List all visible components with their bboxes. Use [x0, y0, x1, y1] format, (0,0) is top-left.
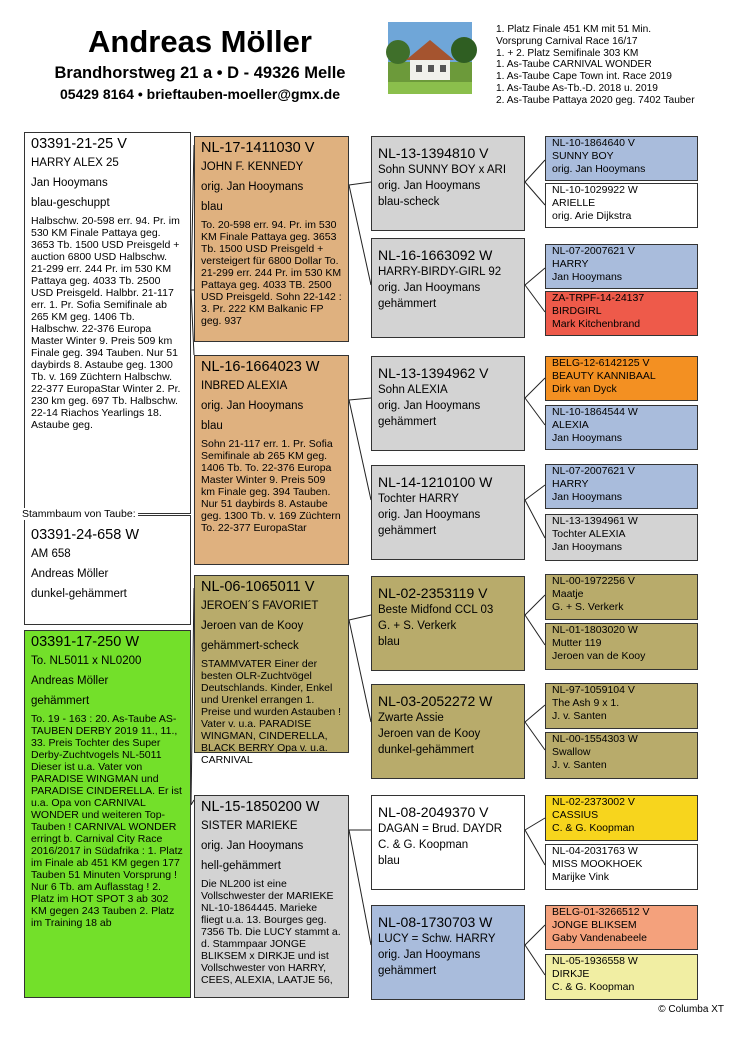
breeder: orig. Jan Hooymans	[378, 180, 481, 192]
great-grandparent-card[interactable]	[545, 954, 698, 1000]
pigeon-name: HARRY	[552, 257, 589, 270]
breeder: Jan Hooymans	[552, 432, 623, 444]
pigeon-name: MISS MOOKHOEK	[552, 857, 643, 870]
breeder: orig. Jan Hooymans	[378, 400, 481, 412]
great-grandparent-card[interactable]	[545, 464, 698, 509]
breeder: orig. Jan Hooymans	[201, 840, 304, 852]
pigeon-name: Sohn SUNNY BOY x ARI	[378, 164, 507, 176]
stamm-pigeon-card[interactable]	[24, 515, 191, 625]
plumage-color: blau	[378, 636, 400, 648]
grandparent-card[interactable]	[371, 576, 525, 671]
pigeon-name: SUNNY BOY	[552, 149, 614, 162]
grandparent-card[interactable]	[371, 684, 525, 779]
grandparent-card[interactable]	[371, 465, 525, 560]
pigeon-name: Maatje	[552, 587, 584, 600]
breeder: Jan Hooymans	[552, 541, 623, 553]
parent-card[interactable]	[194, 795, 349, 998]
pigeon-name: BEAUTY KANNIBAAL	[552, 369, 656, 382]
pigeon-name: LUCY = Schw. HARRY	[378, 933, 496, 945]
achievement-line: 1. As-Taube CARNIVAL WONDER	[496, 59, 652, 71]
breeder: orig. Arie Dijkstra	[552, 210, 632, 222]
breeder: Jeroen van de Kooy	[552, 650, 646, 662]
breeder: Dirk van Dyck	[552, 383, 617, 395]
pigeon-name: ARIELLE	[552, 196, 596, 209]
grandparent-card[interactable]	[371, 136, 525, 231]
great-grandparent-card[interactable]	[545, 574, 698, 620]
breeder: Jan Hooymans	[552, 491, 623, 503]
ring-number: NL-08-2049370 V	[378, 804, 489, 820]
pigeon-name: HARRY	[552, 477, 589, 490]
plumage-color: blau	[201, 201, 223, 213]
ring-number: NL-00-1972256 V	[552, 575, 635, 587]
breeder: G. + S. Verkerk	[552, 601, 624, 613]
ring-number: NL-17-1411030 V	[201, 140, 315, 156]
ring-number: NL-01-1803020 W	[552, 624, 638, 636]
great-grandparent-card[interactable]	[545, 356, 698, 401]
breeder-name: Andreas Möller	[88, 24, 312, 59]
pigeon-name: JEROEN´S FAVORIET	[201, 600, 319, 612]
pigeon-name: Mutter 119	[552, 636, 602, 649]
breeder: Jan Hooymans	[552, 271, 623, 283]
ring-number: 03391-17-250 W	[31, 634, 140, 650]
pigeon-name: ALEXIA	[552, 418, 589, 431]
ring-number: NL-10-1864544 W	[552, 406, 638, 418]
plumage-color: dunkel-gehämmert	[378, 744, 474, 756]
pigeon-name: DIRKJE	[552, 967, 590, 980]
plumage-color: gehämmert	[31, 695, 90, 707]
plumage-color: gehämmert	[378, 525, 437, 537]
plumage-color: gehämmert	[378, 965, 437, 977]
breeder: orig. Jan Hooymans	[552, 163, 646, 175]
ring-number: 03391-24-658 W	[31, 527, 140, 543]
subject-pigeon-card[interactable]	[24, 132, 191, 514]
ring-number: NL-13-1394962 V	[378, 365, 489, 381]
breeder: orig. Jan Hooymans	[378, 949, 481, 961]
breeder: Jeroen van de Kooy	[201, 620, 304, 632]
dam-pigeon-card[interactable]	[24, 630, 191, 998]
performance-info: To. 19 - 163 : 20. As-Taube AS-TAUBEN DERBY 2019 11., 11., 33. Preis Tochter des Super Derby-Zuchtvogels NL-5011 Dieser ist u.a. Vater von PARADISE WINGMAN und PARADISE CINDERELLA. Er ist u.a. Opa von CARNIVAL WONDER und weiteren Top-Tauben ! CARNIVAL WONDER erringt b. Carnival City Race 2016/2017 in Südafrika : 1. Platz im Finale ab 451 KM gegen 177 Tauben 51 Minuten Vorsprung ! Nur 6 Tb. am Auflasstag ! 2. Platz im HOT SPOT 3 ab 302 KM gegen 243 Tauben 2. Platz im Training 18 ab	[31, 713, 183, 929]
plumage-color: blau	[201, 420, 223, 432]
breeder: Mark Kitchenbrand	[552, 318, 641, 330]
ring-number: BELG-01-3266512 V	[552, 906, 650, 918]
ring-number: NL-16-1664023 W	[201, 359, 320, 375]
breeder: J. v. Santen	[552, 710, 607, 722]
ring-number: NL-97-1059104 V	[552, 684, 635, 696]
performance-info: Halbschw. 20-598 err. 94. Pr. im 530 KM Finale Pattaya geg. 3653 Tb. 1500 USD Preisgeld + auction 6800 USD Halbschw. 21-299 err. 244 Pr. im 530 KM Pattaya geg. 4033 Tb. 2500 USD Preisgeld. Halbbr. 21-117 err. 1. Pr. Sofia Semifinale ab 265 KM geg. 1406 Tb. Halbschw. 22-376 Europa Master Winter 9. Preis 509 km Finale geg. 394 Tauben. Nur 51 daybirds 8. Astaube geg. 1300 Tb. v. 169 Züchtern Halbschw. 22-377 EuropaStar Winter 2. Pr. 230 km geg. 697 Tb. Halbschw. 22-14 Riachos Yearlings 18. Astaube geg.	[31, 215, 181, 431]
breeder: orig. Jan Hooymans	[378, 509, 481, 521]
grandparent-card[interactable]	[371, 905, 525, 1000]
breeder: orig. Jan Hooymans	[201, 181, 304, 193]
breeder: C. & G. Koopman	[378, 839, 469, 851]
breeder: C. & G. Koopman	[552, 822, 635, 834]
breeder: J. v. Santen	[552, 759, 607, 771]
parent-card[interactable]	[194, 575, 349, 766]
ring-number: NL-10-1029922 W	[552, 184, 638, 196]
pigeon-name: BIRDGIRL	[552, 304, 602, 317]
breeder: Marijke Vink	[552, 871, 609, 883]
breeder: C. & G. Koopman	[552, 981, 635, 993]
ring-number: NL-14-1210100 W	[378, 474, 493, 490]
pigeon-name: The Ash 9 x 1.	[552, 696, 620, 709]
achievement-line: Vorsprung Carnival Race 16/17	[496, 35, 638, 47]
pigeon-name: JOHN F. KENNEDY	[201, 161, 304, 173]
plumage-color: blau	[378, 855, 400, 867]
performance-info: Die NL200 ist eine Vollschwester der MARIEKE NL-10-1864445. Marieke fliegt u.a. 13. Bourges geg. 7356 Tb. Die LUCY stammt a. d. Stammpaar JONGE BLIKSEM x DIRKJE und ist Vollschwester von HARRY, CEES, ALEXIA, LAATJE 56,	[201, 878, 341, 986]
pigeon-name: HARRY-BIRDY-GIRL 92	[378, 266, 502, 278]
ring-number: NL-02-2373002 V	[552, 796, 635, 808]
ring-number: NL-02-2353119 V	[378, 585, 488, 601]
ring-number: NL-16-1663092 W	[378, 247, 493, 263]
ring-number: NL-13-1394810 V	[378, 145, 489, 161]
copyright: © Columba XT	[658, 1004, 724, 1015]
plumage-color: gehämmert	[378, 298, 437, 310]
plumage-color: blau-scheck	[378, 196, 440, 208]
performance-info: STAMMVATER Einer der besten OLR-Zuchtvögel Deutschlands. Kinder, Enkel und Urenkel errangen 1. Preise und wurden Astauben ! Vater v. u.a. PARADISE WINGMAN, CINDERELLA, BLACK BERRY Opa v. u.a. CARNIVAL	[201, 658, 342, 766]
ring-number: NL-13-1394961 W	[552, 515, 638, 527]
pigeon-name: SISTER MARIEKE	[201, 820, 298, 832]
ring-number: NL-05-1936558 W	[552, 955, 638, 967]
ring-number: NL-06-1065011 V	[201, 579, 315, 595]
ring-number: NL-07-2007621 V	[552, 465, 635, 477]
ring-number: NL-08-1730703 W	[378, 914, 493, 930]
great-grandparent-card[interactable]	[545, 291, 698, 336]
grandparent-card[interactable]	[371, 795, 525, 890]
breeder: Jeroen van de Kooy	[378, 728, 481, 740]
stamm-label: Stammbaum von Taube:	[22, 508, 136, 520]
plumage-color: dunkel-gehämmert	[31, 588, 127, 600]
pigeon-name: To. NL5011 x NL0200	[31, 655, 142, 667]
ring-number: NL-04-2031763 W	[552, 845, 638, 857]
breeder: G. + S. Verkerk	[378, 620, 457, 632]
great-grandparent-card[interactable]	[545, 514, 698, 561]
ring-number: NL-07-2007621 V	[552, 245, 635, 257]
great-grandparent-card[interactable]	[545, 732, 698, 779]
pigeon-name: Sohn ALEXIA	[378, 384, 448, 396]
ring-number: NL-15-1850200 W	[201, 799, 320, 815]
ring-number: NL-03-2052272 W	[378, 693, 493, 709]
great-grandparent-card[interactable]	[545, 405, 698, 450]
pigeon-name: Swallow	[552, 745, 591, 758]
great-grandparent-card[interactable]	[545, 623, 698, 670]
breeder: Andreas Möller	[31, 675, 109, 687]
plumage-color: gehämmert	[378, 416, 437, 428]
pigeon-name: HARRY ALEX 25	[31, 157, 119, 169]
grandparent-card[interactable]	[371, 356, 525, 451]
great-grandparent-card[interactable]	[545, 136, 698, 181]
breeder: Gaby Vandenabeele	[552, 932, 647, 944]
ring-number: 03391-21-25 V	[31, 136, 127, 152]
pigeon-name: Tochter ALEXIA	[552, 527, 626, 540]
pigeon-name: Beste Midfond CCL 03	[378, 604, 494, 616]
pigeon-name: AM 658	[31, 548, 71, 560]
great-grandparent-card[interactable]	[545, 905, 698, 950]
achievement-line: 1. + 2. Platz Semifinale 303 KM	[496, 47, 639, 59]
performance-info: To. 20-598 err. 94. Pr. im 530 KM Finale Pattaya geg. 3653 Tb. 1500 USD Preisgeld + versteigert für 6800 Dollar To. 21-299 err. 244 Pr. im 530 KM Pattaya geg. 4033 TB. 2500 USD Preisgeld. Sohn 22-142 : 3. Pr. 222 KM Balkanic FP geg. 937	[201, 219, 342, 327]
pigeon-name: JONGE BLIKSEM	[552, 918, 637, 931]
pigeon-name: Zwarte Assie	[378, 712, 444, 724]
parent-card[interactable]	[194, 355, 349, 565]
plumage-color: gehämmert-scheck	[201, 640, 299, 652]
performance-info: Sohn 21-117 err. 1. Pr. Sofia Semifinale ab 265 KM geg. 1406 Tb. To. 22-376 Europa Master Winter 9. Preis 509 km Finale geg. 394 Tauben. Nur 51 daybirds 8. Astaube geg. 1300 Tb. v. 169 Züchtern To. 22-377 EuropaStar	[201, 438, 341, 534]
pigeon-name: Tochter HARRY	[378, 493, 459, 505]
breeder: orig. Jan Hooymans	[378, 282, 481, 294]
ring-number: NL-10-1864640 V	[552, 137, 635, 149]
achievement-line: 1. As-Taube As-Tb.-D. 2018 u. 2019	[496, 82, 658, 94]
achievement-line: 1. Platz Finale 451 KM mit 51 Min.	[496, 24, 652, 35]
breeder: Andreas Möller	[31, 568, 109, 580]
grandparent-card[interactable]	[371, 238, 525, 338]
ring-number: ZA-TRPF-14-24137	[552, 292, 645, 304]
breeder: Jan Hooymans	[31, 177, 108, 189]
great-grandparent-card[interactable]	[545, 844, 698, 890]
plumage-color: blau-geschuppt	[31, 197, 110, 209]
great-grandparent-card[interactable]	[545, 683, 698, 729]
pigeon-name: INBRED ALEXIA	[201, 380, 288, 392]
great-grandparent-card[interactable]	[545, 183, 698, 228]
achievement-line: 2. As-Taube Pattaya 2020 geg. 7402 Tauber	[496, 94, 695, 106]
great-grandparent-card[interactable]	[545, 244, 698, 289]
ring-number: BELG-12-6142125 V	[552, 357, 650, 369]
pigeon-name: DAGAN = Brud. DAYDR	[378, 823, 503, 835]
ring-number: NL-00-1554303 W	[552, 733, 638, 745]
pigeon-name: CASSIUS	[552, 808, 599, 821]
achievement-line: 1. As-Taube Cape Town int. Race 2019	[496, 71, 672, 83]
great-grandparent-card[interactable]	[545, 795, 698, 841]
parent-card[interactable]	[194, 136, 349, 342]
breeder-address: Brandhorstweg 21 a • D - 49326 Melle	[54, 64, 346, 82]
breeder-contact: 05429 8164 • brieftauben-moeller@gmx.de	[60, 86, 340, 102]
breeder: orig. Jan Hooymans	[201, 400, 304, 412]
plumage-color: hell-gehämmert	[201, 860, 281, 872]
